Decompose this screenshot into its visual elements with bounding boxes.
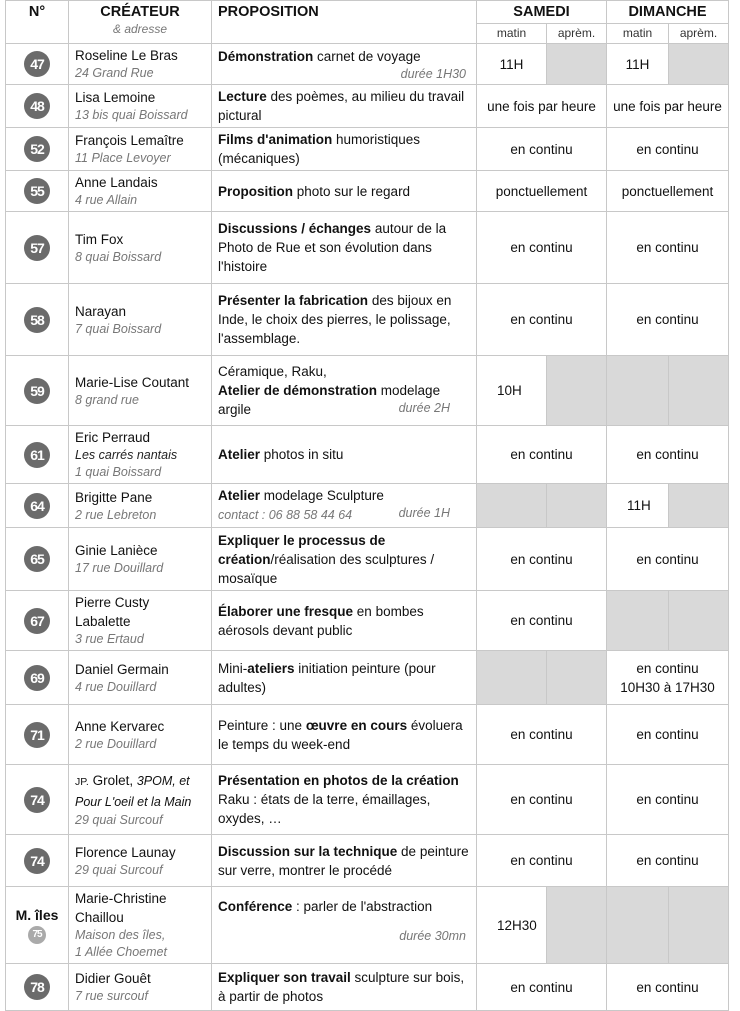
table-row: [6, 128, 729, 171]
saturday-slot: en continu: [477, 528, 607, 591]
header-creator-sub: & adresse: [112, 22, 168, 36]
table-row: [6, 835, 729, 887]
sat-matin: [477, 651, 547, 705]
creator-name: François Lemaître: [75, 133, 184, 148]
creator-address: 17 rue Douillard: [75, 561, 164, 575]
number-badge: 67: [24, 608, 50, 634]
table-row: [6, 591, 729, 651]
saturday-slot: en continu: [477, 284, 607, 356]
sat-matin: 12H30: [477, 887, 547, 964]
saturday-slot: en continu: [477, 212, 607, 284]
proposal: Expliquer son travail sculpture sur bois, à partir de photos: [212, 964, 477, 1011]
creator-address: 4 rue Douillard: [75, 679, 157, 694]
number-badge: 74: [24, 787, 50, 813]
number-badge: 78: [24, 974, 50, 1000]
saturday-slot: en continu: [477, 765, 607, 835]
creator-address: 7 rue surcouf: [75, 989, 148, 1003]
sun-matin: 11H: [607, 44, 669, 85]
number-badge: 48: [24, 93, 50, 119]
creator-address: 13 bis quai Boissard: [75, 108, 188, 122]
number-label: M. îles: [15, 906, 59, 923]
creator-address: 2 rue Lebreton: [75, 507, 157, 522]
sat-matin: 11H: [477, 44, 547, 85]
sat-apres-label: aprèm.: [547, 24, 607, 44]
table-row: [6, 705, 729, 765]
table-row: [6, 171, 729, 212]
saturday-slot: en continu: [477, 426, 607, 484]
table-row: [6, 356, 729, 426]
sunday-slot: en continu 10H30 à 17H30: [607, 651, 729, 705]
creator-address: 29 quai Surcouf: [75, 862, 163, 877]
creator-name: Anne Kervarec: [75, 718, 165, 734]
table-row: [6, 964, 729, 1011]
creator-name: Eric Perraud: [75, 430, 151, 445]
sat-apres: [547, 484, 607, 528]
sat-matin: 10H: [477, 356, 547, 426]
table-row: [6, 212, 729, 284]
table-row: [6, 44, 729, 85]
creator-name: Roseline Le Bras: [75, 48, 178, 63]
sun-apres: [669, 44, 729, 85]
sun-matin: [607, 887, 669, 964]
saturday-slot: en continu: [477, 835, 607, 887]
creator-address: 3 rue Ertaud: [75, 632, 144, 646]
creator-name: Marie-Christine Chaillou: [75, 891, 167, 925]
proposal: Céramique, Raku, Atelier de démonstration modelage argile durée 2H: [212, 356, 477, 426]
duration: durée 1H30: [400, 66, 466, 81]
proposal: Peinture : une œuvre en cours évoluera le temps du week-end: [212, 705, 477, 765]
sunday-slot: en continu: [607, 284, 729, 356]
creator-name: Lisa Lemoine: [75, 90, 156, 105]
number-badge: 47: [24, 51, 50, 77]
sunday-slot: en continu: [607, 128, 729, 171]
creator-subtitle: Les carrés nantais: [75, 448, 178, 462]
number-badge: 71: [24, 722, 50, 748]
sunday-slot: en continu: [607, 964, 729, 1011]
sunday-slot: ponctuellement: [607, 171, 729, 212]
table-row: [6, 85, 729, 128]
number-badge: 74: [24, 848, 50, 874]
sunday-slot: en continu: [607, 528, 729, 591]
proposal: Atelier photos in situ: [212, 426, 477, 484]
sat-apres: [547, 356, 607, 426]
number-badge: 69: [24, 665, 50, 691]
table-row: [6, 284, 729, 356]
table-row: [6, 484, 729, 528]
header-sunday: DIMANCHE: [607, 1, 729, 24]
header-creator-label: CRÉATEUR: [100, 4, 180, 20]
proposal: Élaborer une fresque en bombes aérosols devant public: [212, 591, 477, 651]
table-row: [6, 765, 729, 835]
saturday-slot: en continu: [477, 964, 607, 1011]
number-badge: 59: [24, 378, 50, 404]
proposal: Proposition photo sur le regard: [212, 171, 477, 212]
table-row: [6, 426, 729, 484]
sunday-slot: en continu: [607, 212, 729, 284]
creator-address: 4 rue Allain: [75, 193, 138, 207]
creator-name: Marie-Lise Coutant: [75, 374, 190, 390]
creator-name: Brigitte Pane: [75, 489, 153, 505]
sat-apres: [547, 44, 607, 85]
saturday-slot: ponctuellement: [477, 171, 607, 212]
creator-name: JP. Grolet, 3POM, et Pour L'oeil et la Main: [75, 772, 192, 809]
duration: durée 2H: [398, 401, 450, 415]
creator-address: 1 quai Boissard: [75, 465, 162, 479]
header-row: [6, 1, 729, 24]
proposal: Mini-ateliers initiation peinture (pour adultes): [212, 651, 477, 705]
number-badge: 64: [24, 493, 50, 519]
sun-matin-label: matin: [607, 24, 669, 44]
sun-apres: [669, 591, 729, 651]
proposal: Lecture des poèmes, au milieu du travail pictural: [212, 85, 477, 128]
creator-name: Anne Landais: [75, 175, 158, 190]
saturday-slot: en continu: [477, 705, 607, 765]
sun-apres: [669, 887, 729, 964]
proposal: Expliquer le processus de création/réalisation des sculptures / mosaïque: [212, 528, 477, 591]
sat-apres: [547, 887, 607, 964]
sat-matin-label: matin: [477, 24, 547, 44]
number-badge: 75: [28, 926, 46, 944]
number-badge: 57: [24, 235, 50, 261]
sun-matin: [607, 356, 669, 426]
creator-name: Florence Launay: [75, 844, 176, 860]
table-row: [6, 651, 729, 705]
duration: durée 30mn: [399, 929, 466, 943]
proposal: Films d'animation humoristiques (mécaniques): [212, 128, 477, 171]
creator-address: Maison des îles,: [75, 928, 166, 942]
creator-address: 2 rue Douillard: [75, 736, 157, 751]
saturday-slot: une fois par heure: [477, 85, 607, 128]
creator-name: Ginie Lanièce: [75, 543, 158, 558]
header-num: N°: [6, 1, 69, 44]
creator-name: Tim Fox: [75, 231, 124, 247]
creator-address: 24 Grand Rue: [75, 66, 154, 80]
creator-address: 7 quai Boissard: [75, 321, 162, 336]
sun-matin: 11H: [607, 484, 669, 528]
duration: durée 1H: [398, 506, 450, 520]
program-table: [5, 0, 729, 1011]
creator-address: 8 grand rue: [75, 392, 139, 407]
sat-matin: [477, 484, 547, 528]
creator-name: Didier Gouêt: [75, 971, 151, 986]
creator-address: 29 quai Surcouf: [75, 812, 163, 827]
number-badge: 55: [24, 178, 50, 204]
creator-name: Narayan: [75, 303, 127, 319]
proposal: Présentation en photos de la création Raku : états de la terre, émaillages, oxydes, …: [212, 765, 477, 835]
proposal: Démonstration carnet de voyage durée 1H30: [212, 44, 477, 85]
header-proposal: PROPOSITION: [212, 1, 477, 44]
header-saturday: SAMEDI: [477, 1, 607, 24]
sunday-slot: en continu: [607, 835, 729, 887]
sun-apres: [669, 356, 729, 426]
creator-name: Daniel Germain: [75, 661, 169, 677]
proposal: Discussion sur la technique de peinture sur verre, montrer le procédé: [212, 835, 477, 887]
table-row: [6, 887, 729, 964]
saturday-slot: en continu: [477, 591, 607, 651]
table-row: [6, 528, 729, 591]
saturday-slot: en continu: [477, 128, 607, 171]
number-badge: 58: [24, 307, 50, 333]
creator-address: 11 Place Levoyer: [75, 151, 171, 165]
sun-matin: [607, 591, 669, 651]
sunday-slot: en continu: [607, 705, 729, 765]
sun-apres-label: aprèm.: [669, 24, 729, 44]
proposal: Présenter la fabrication des bijoux en Inde, le choix des pierres, le polissage, l'assemblage.: [212, 284, 477, 356]
sunday-slot: en continu: [607, 765, 729, 835]
header-creator: [69, 1, 212, 44]
creator-address: 8 quai Boissard: [75, 249, 162, 264]
sun-apres: [669, 484, 729, 528]
number-badge: 65: [24, 546, 50, 572]
proposal: Atelier modelage Sculpture contact : 06 88 58 44 64 durée 1H: [212, 484, 477, 528]
contact: contact : 06 88 58 44 64: [218, 508, 353, 522]
proposal: Discussions / échanges autour de la Photo de Rue et son évolution dans l'histoire: [212, 212, 477, 284]
number-badge: 61: [24, 442, 50, 468]
proposal: Conférence : parler de l'abstraction durée 30mn: [212, 887, 477, 964]
creator-name: Pierre Custy Labalette: [75, 595, 150, 629]
sat-apres: [547, 651, 607, 705]
creator-address-2: 1 Allée Choemet: [75, 945, 167, 959]
sunday-slot: en continu: [607, 426, 729, 484]
number-badge: 52: [24, 136, 50, 162]
sunday-slot: une fois par heure: [607, 85, 729, 128]
